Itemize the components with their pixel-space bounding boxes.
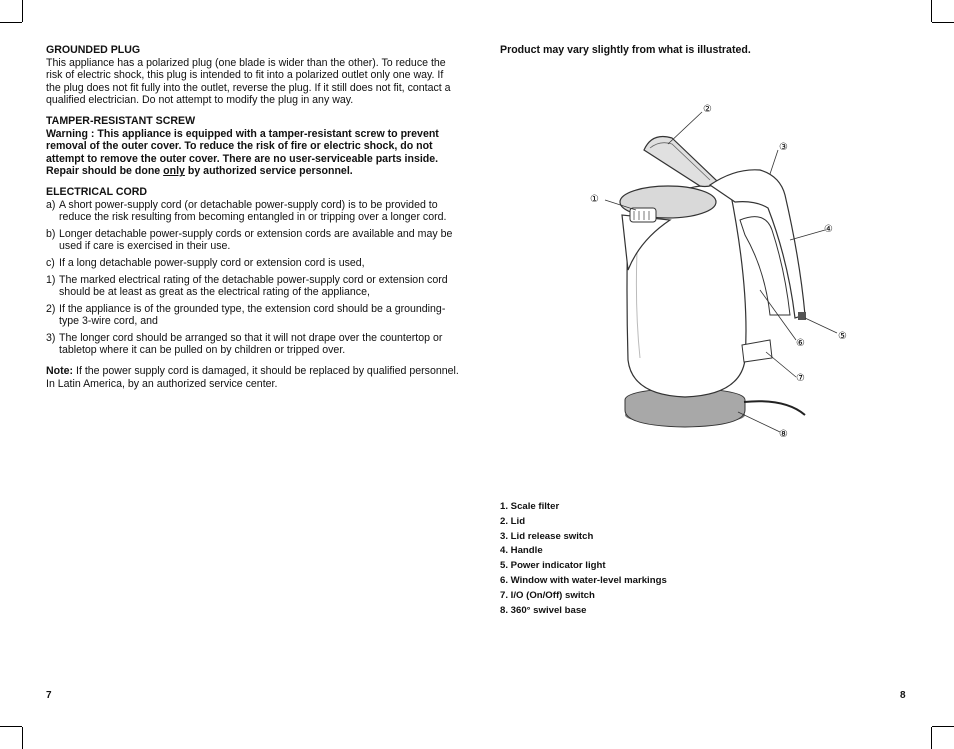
warning-underlined: only — [163, 165, 185, 178]
crop-mark — [0, 726, 22, 727]
cord-list — [46, 199, 460, 358]
kettle-illustration — [560, 90, 850, 450]
note-text: If the power supply cord is damaged, it should be replaced by qualified personnel. In Latin America, by an authorized service center. — [46, 365, 459, 390]
list-item: 2) If the appliance is of the grounded type, the extension cord should be a grounding-type 3-wire cord, and — [46, 302, 446, 328]
parts-list — [500, 500, 667, 618]
warning-text: Warning : This appliance is equipped with a tamper-resistant screw to prevent removal of the outer cover. To reduce the risk of fire or electric shock, do not attempt to remove the outer cover. There are no user-serviceable parts inside. Repair should be done — [46, 127, 439, 178]
list-item: 7. I/O (On/Off) switch — [500, 589, 595, 601]
warning-text-end: by authorized service personnel. — [184, 165, 353, 178]
list-item: 2. Lid — [500, 515, 526, 527]
list-item: 8. 360° swivel base — [500, 604, 587, 616]
callout-8: ⑧ — [779, 429, 788, 440]
disclaimer: Product may vary slightly from what is illustrated. — [500, 44, 751, 56]
list-item: 4. Handle — [500, 545, 543, 557]
section-tamper-screw — [46, 115, 460, 178]
list-item: a) A short power-supply cord (or detachable power-supply cord) is to be provided to reduce the risk resulting from becoming entangled in or tripping over a longer cord. — [46, 198, 447, 224]
crop-mark — [931, 727, 932, 749]
list-item: 6. Window with water-level markings — [500, 574, 667, 586]
note-paragraph — [46, 365, 460, 390]
page-number-left: 7 — [46, 690, 52, 701]
note-label: Note: — [46, 365, 74, 378]
list-item: 3) The longer cord should be arranged so that it will not drape over the countertop or tabletop where it can be pulled on by children or tripped over. — [46, 331, 443, 357]
power-indicator-light — [798, 312, 806, 320]
crop-mark — [22, 0, 23, 22]
crop-mark — [932, 22, 954, 23]
crop-mark — [22, 727, 23, 749]
list-item: 5. Power indicator light — [500, 560, 606, 572]
crop-mark — [932, 726, 954, 727]
heading-grounded-plug: GROUNDED PLUG — [46, 44, 141, 56]
on-off-switch — [742, 340, 772, 362]
callout-5: ⑤ — [838, 331, 847, 342]
list-item: c) If a long detachable power-supply cord or extension cord is used, — [46, 256, 365, 269]
left-page-text — [46, 44, 460, 398]
heading-tamper-screw: TAMPER-RESISTANT SCREW — [46, 114, 196, 127]
list-item: 3. Lid release switch — [500, 530, 594, 542]
crop-mark — [0, 22, 22, 23]
crop-mark — [931, 0, 932, 22]
callout-1: ① — [590, 194, 599, 205]
callout-4: ④ — [824, 224, 833, 235]
list-item: b) Longer detachable power-supply cords or extension cords are available and may be used if care is exercised in their use. — [46, 227, 453, 253]
tamper-screw-warning — [46, 128, 460, 178]
power-cord — [744, 401, 805, 415]
section-electrical-cord — [46, 186, 460, 357]
section-grounded-plug — [46, 44, 460, 107]
callout-7: ⑦ — [796, 373, 805, 384]
callout-6: ⑥ — [796, 338, 805, 349]
callout-2: ② — [703, 104, 712, 115]
grounded-plug-text: This appliance has a polarized plug (one blade is wider than the other). To reduce the risk of electric shock, this plug is intended to fit into a polarized outlet only one way. If the plug does not fit fully into the outlet, reverse the plug. If it still does not fit, contact a qualified electrician. Do not attempt to modify the plug in any way. — [46, 56, 451, 107]
page-number-right: 8 — [900, 690, 906, 701]
heading-electrical-cord: ELECTRICAL CORD — [46, 185, 148, 198]
callout-3: ③ — [779, 142, 788, 153]
list-item: 1. Scale filter — [500, 501, 560, 512]
open-lid — [644, 137, 718, 187]
list-item: 1) The marked electrical rating of the detachable power-supply cord or extension cord should be at least as great as the electrical rating of the appliance, — [46, 273, 448, 299]
